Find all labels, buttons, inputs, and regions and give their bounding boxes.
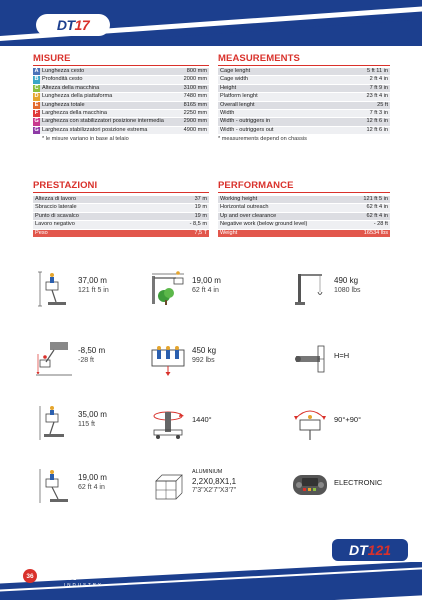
basket-size-spec: ALUMINIUM 2,2X0,8X1,1 7'3"X2'7"X3'7" [150,467,280,507]
row-value: 2000 mm [179,76,209,84]
basket-rotation-icon [292,404,328,442]
spec-row [218,212,390,220]
spec-row [218,126,390,134]
row-letter: F [34,110,39,117]
measurements-table [218,68,390,135]
rotation-spec: 1440° [150,404,270,444]
row-value: 12 ft 6 in [337,126,390,134]
spec-row [218,68,390,76]
spec-row [33,110,209,118]
working-height-spec: 37,00 m 121 ft 5 in [36,270,156,310]
row-label: Cage width [218,76,337,84]
row-label: Sbraccio laterale [33,204,155,212]
outreach2-icon [36,467,72,505]
spec-row [33,204,209,212]
working-height-icon [36,270,72,308]
spec-row [218,196,390,204]
spec-row [33,221,209,229]
performance-table [218,196,390,238]
row-value: 4900 mm [179,126,209,134]
row-letter: C [34,84,39,91]
row-label: Width [218,110,337,118]
misure-title: MISURE [33,53,71,64]
basket-load-icon [150,340,186,378]
row-value: 5 ft 11 in [337,68,390,76]
row-letter: E [34,101,39,108]
row-value: 2250 mm [179,110,209,118]
row-value: 7480 mm [179,93,209,101]
misure-table [33,68,209,135]
row-label: Width - outriggers in [218,118,337,126]
row-label: Weight [218,229,349,237]
row-value: 16534 lbs [349,229,390,237]
spec-row [218,76,390,84]
row-label: Larghezza della macchina [40,110,179,118]
row-label: Working height [218,196,349,204]
page-number: 36 [23,569,37,583]
spec-row [218,221,390,229]
spec-row [33,76,209,84]
spec-row [218,204,390,212]
basket-rotation-spec: 90°+90° [292,404,402,444]
row-label: Lavoro negativo [33,221,155,229]
header-bar [0,0,422,46]
row-value: 25 ft [337,101,390,109]
measurements-title: MEASUREMENTS [218,53,300,64]
spec-row [33,196,209,204]
row-value: 37 m [155,196,209,204]
spec-row [33,84,209,92]
cela-logo: cela INDUSTRY [42,565,103,587]
row-label: Altezza della macchina [40,84,179,92]
outreach-icon [150,270,186,308]
row-value: 19 m [155,204,209,212]
spec-row [33,126,209,134]
spec-row [218,93,390,101]
row-value: - 8,5 m [155,221,209,229]
row-value: 7,5 T [155,229,209,237]
row-value: 62 ft 4 in [349,204,390,212]
rotation-icon [150,404,186,442]
row-value: 7 ft 9 in [337,84,390,92]
row-label: Up and over clearance [218,212,349,220]
clearance-spec: 35,00 m 115 ft [36,404,156,444]
outreach-spec: 19,00 m 62 ft 4 in [150,270,270,310]
row-value: 2900 mm [179,118,209,126]
row-label: Cage lenght [218,68,337,76]
spec-row [218,118,390,126]
row-value: 2 ft 4 in [337,76,390,84]
row-value: 12 ft 6 in [337,118,390,126]
row-letter: D [34,93,39,100]
remote-control-icon [292,467,328,505]
winch-icon [292,270,328,308]
row-value: 121 ft 5 in [349,196,390,204]
row-label: Larghezza con stabilizzatori posizione intermedia [40,118,179,126]
misure-note: * le misure variano in base al telaio [42,136,129,142]
row-label: Lunghezza cesto [40,68,179,76]
dt121-logo: DT 121 [332,539,408,561]
row-letter: A [34,68,39,74]
spec-row [218,229,390,237]
performance-title: PERFORMANCE [218,180,294,191]
row-letter: B [34,76,39,83]
winch-spec: 490 kg 1080 lbs [292,270,402,310]
row-letter: G [34,126,39,133]
spec-row [218,101,390,109]
row-label: Profondità cesto [40,76,179,84]
spec-row [33,229,209,237]
row-label: Punto di scavalco [33,212,155,220]
control-spec: ELECTRONIC [292,467,412,507]
prestazioni-table [33,196,209,238]
row-label: Width - outriggers out [218,126,337,134]
row-label: Height [218,84,337,92]
basket-dimensions-icon [150,467,186,505]
row-value: 8165 mm [179,101,209,109]
spec-row [218,110,390,118]
spec-row [33,118,209,126]
dt17-logo: DT 17 [36,14,110,36]
row-label: Lunghezza totale [40,101,179,109]
row-value: - 28 ft [349,221,390,229]
row-label: Lunghezza della piattaforma [40,93,179,101]
spec-row [33,212,209,220]
row-label: Horizontal outreach [218,204,349,212]
row-value: 7 ft 3 in [337,110,390,118]
spec-row [218,84,390,92]
row-value: 800 mm [179,68,209,76]
row-label: Overall lenght [218,101,337,109]
basket-load-spec: 450 kg 992 lbs [150,340,270,380]
row-label: Peso [33,229,155,237]
spec-row [33,68,209,76]
outreach2-spec: 19,00 m 62 ft 4 in [36,467,156,507]
row-letter: G [34,118,39,125]
measurements-note: * measurements depend on chassis [218,136,307,142]
row-label: Negative work (below ground level) [218,221,349,229]
negative-work-spec: -8,50 m -28 ft [36,340,156,380]
row-label: Altezza di lavoro [33,196,155,204]
hh-spec: H=H [292,340,402,380]
row-value: 3100 mm [179,84,209,92]
row-label: Larghezza stabilizzatori posizione estrema [40,126,179,134]
level-icon [292,340,328,378]
row-value: 62 ft 4 in [349,212,390,220]
row-value: 19 m [155,212,209,220]
row-label: Platform lenght [218,93,337,101]
prestazioni-title: PRESTAZIONI [33,180,98,191]
spec-row [33,93,209,101]
clearance-icon [36,404,72,442]
negative-work-icon [36,340,72,378]
row-value: 23 ft 4 in [337,93,390,101]
spec-row [33,101,209,109]
